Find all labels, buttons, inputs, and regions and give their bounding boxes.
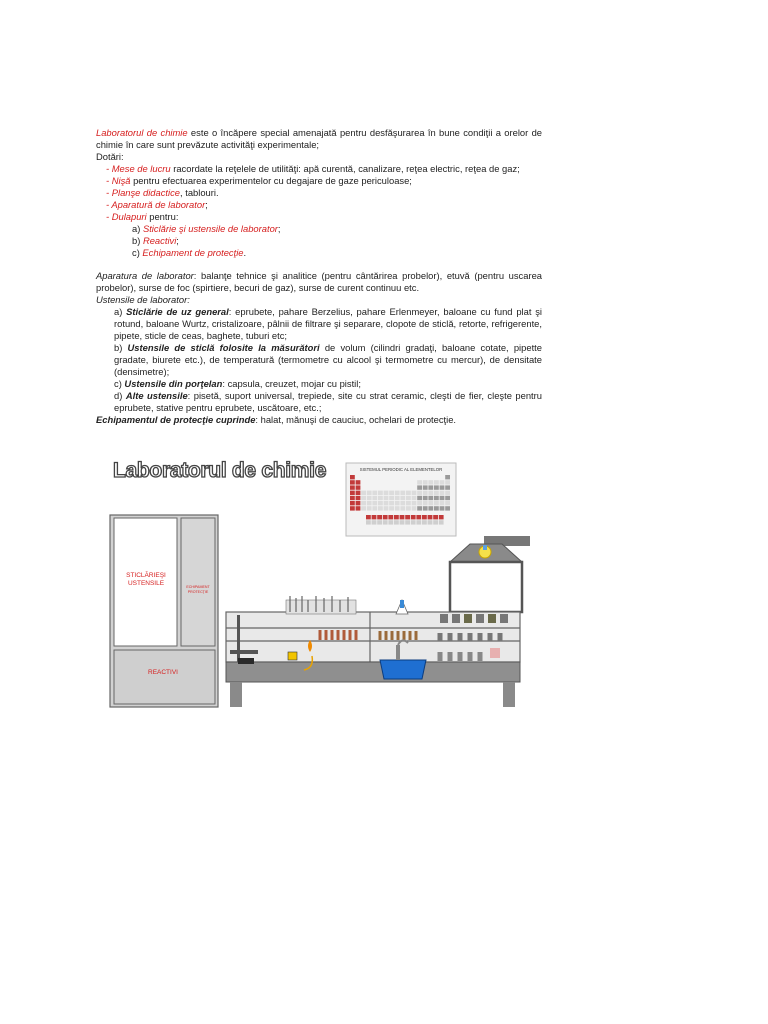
fume-hood (450, 536, 530, 612)
periodic-cell (361, 501, 366, 505)
periodic-cell (366, 520, 371, 524)
dotari-rest: pentru: (146, 211, 179, 222)
ustensile-prefix: b) (114, 342, 128, 353)
periodic-cell (423, 506, 428, 510)
periodic-cell (440, 501, 445, 505)
periodic-cell (440, 480, 445, 484)
periodic-cell (356, 506, 361, 510)
periodic-cell (378, 506, 383, 510)
periodic-cell (350, 475, 355, 479)
periodic-cell (445, 496, 450, 500)
ustensile-term: Alte ustensile (125, 390, 188, 401)
periodic-cell (377, 520, 382, 524)
periodic-cell (428, 491, 433, 495)
periodic-cell (433, 515, 438, 519)
periodic-cell (356, 496, 361, 500)
dulapuri-rest: . (243, 247, 247, 258)
periodic-cell (440, 496, 445, 500)
intro-rest: este o încăpere special amenajată pentru desfăşurarea în bune condiţii a orelor de chimie în care sunt prevăzute activităţi experimentale; (96, 127, 542, 150)
periodic-cell (406, 496, 411, 500)
periodic-cell (434, 485, 439, 489)
periodic-table-poster (346, 463, 456, 536)
periodic-cell (434, 501, 439, 505)
periodic-cell (416, 515, 421, 519)
periodic-cell (439, 515, 444, 519)
periodic-cell (440, 506, 445, 510)
dotari-rest: pentru efectuarea experimentelor cu degajare de gaze periculoase; (130, 175, 412, 186)
intro-term: Laboratorul de chimie (96, 127, 188, 138)
periodic-cell (356, 491, 361, 495)
periodic-cell (428, 501, 433, 505)
periodic-cell (372, 491, 377, 495)
periodic-cell (417, 485, 422, 489)
periodic-cell (445, 506, 450, 510)
periodic-cell (416, 520, 421, 524)
periodic-cell (400, 496, 405, 500)
periodic-cell (367, 501, 372, 505)
periodic-cell (434, 480, 439, 484)
cabinet-reactivi-label: REACTIVI (148, 669, 178, 676)
dotari-rest: racordate la reţelele de utilităţi: apă curentă, canalizare, reţea electric, reţea de gaz; (170, 163, 520, 174)
ustensile-term: Ustensile de sticlă folosite la măsurători (127, 342, 320, 353)
periodic-cell (445, 485, 450, 489)
periodic-cell (395, 506, 400, 510)
periodic-cell (445, 491, 450, 495)
periodic-cell (372, 496, 377, 500)
ustensile-rest: : pisetă, suport universal, trepiede, site cu strat ceramic, cleşti de fier, cleşte pentru eprubete, stative pentru eprubete, uscătoare, etc.; (114, 390, 542, 413)
periodic-cell (389, 496, 394, 500)
periodic-cell (378, 501, 383, 505)
periodic-table-title: SISTEMUL PERIODIC AL ELEMENTELOR (359, 467, 443, 472)
periodic-cell (428, 506, 433, 510)
periodic-cell (428, 496, 433, 500)
periodic-cell (423, 485, 428, 489)
echipament-term: Echipamentul de protecţie cuprinde (96, 414, 256, 425)
periodic-cell (356, 480, 361, 484)
periodic-cell (367, 496, 372, 500)
periodic-cell (389, 506, 394, 510)
periodic-cell (361, 496, 366, 500)
periodic-cell (406, 491, 411, 495)
periodic-cell (428, 485, 433, 489)
dotari-term: - Nişă (106, 175, 131, 186)
periodic-cell (412, 491, 417, 495)
periodic-cell (400, 520, 405, 524)
dulapuri-prefix: a) (132, 223, 143, 234)
lab-bench (226, 596, 520, 707)
periodic-cell (422, 520, 427, 524)
periodic-cell (406, 506, 411, 510)
dotari-term: - Mese de lucru (106, 163, 171, 174)
figure-title: Laboratorul de chimie (113, 459, 327, 482)
periodic-cell (411, 515, 416, 519)
periodic-cell (440, 485, 445, 489)
periodic-cell (417, 501, 422, 505)
periodic-cell (406, 501, 411, 505)
ustensile-rest: de volum (cilindri gradaţi, baloane cotate, pipette gradate, biurete etc.), de temperatură (termometre cu alcool şi termometre cu mercur), de densitate (densimetre); (114, 342, 542, 377)
periodic-cell (428, 520, 433, 524)
periodic-cell (445, 480, 450, 484)
periodic-cell (417, 496, 422, 500)
cabinet-glass-label: STICLĂRIEŞI USTENSILE (126, 572, 166, 587)
dotari-term: - Planşe didactice (106, 187, 180, 198)
ustensile-label: Ustensile de laborator: (96, 294, 190, 305)
periodic-cell (422, 515, 427, 519)
periodic-cell (389, 501, 394, 505)
periodic-cell (445, 475, 450, 479)
ustensile-rest: : eprubete, pahare Berzelius, pahare Erlenmeyer, baloane cu fund plat şi rotund, baloane Wurtz, cristalizoare, pâlnii de filtrare şi separare, clopote de sticlă, retorte, refrigerente, pipete, sticle de ceas, baghete, tuburi etc; (114, 306, 543, 341)
dulapuri-term: Sticlărie şi ustensile de laborator (142, 223, 278, 234)
periodic-cell (395, 496, 400, 500)
periodic-cell (439, 520, 444, 524)
periodic-cell (394, 520, 399, 524)
periodic-cell (434, 496, 439, 500)
periodic-cell (378, 491, 383, 495)
periodic-cell (423, 480, 428, 484)
periodic-cell (428, 480, 433, 484)
periodic-cell (384, 501, 389, 505)
periodic-cell (412, 501, 417, 505)
periodic-cell (383, 515, 388, 519)
dulapuri-rest: ; (277, 223, 281, 234)
periodic-cell (350, 501, 355, 505)
aparatura-rest: : balanţe tehnice şi analitice (pentru cântărirea probelor), etuvă (pentru uscarea probelor), surse de foc (spirtiere, becuri de gaz), surse de curent continuu etc. (96, 270, 542, 293)
periodic-cell (389, 491, 394, 495)
periodic-cell (372, 506, 377, 510)
periodic-cell (384, 496, 389, 500)
aparatura-term: Aparatura de laborator (96, 270, 194, 281)
periodic-cell (356, 485, 361, 489)
periodic-cell (405, 520, 410, 524)
periodic-cell (445, 501, 450, 505)
periodic-cell (428, 515, 433, 519)
dotari-rest: , tablouri. (180, 187, 219, 198)
periodic-cell (395, 501, 400, 505)
periodic-cell (412, 496, 417, 500)
periodic-cell (367, 491, 372, 495)
dotari-rest: ; (205, 199, 208, 210)
periodic-cell (367, 506, 372, 510)
periodic-cell (417, 480, 422, 484)
dotari-term: - Aparatură de laborator (106, 199, 206, 210)
ustensile-prefix: a) (114, 306, 127, 317)
periodic-cell (433, 520, 438, 524)
periodic-cell (394, 515, 399, 519)
periodic-cell (400, 515, 405, 519)
periodic-cell (377, 515, 382, 519)
periodic-cell (400, 491, 405, 495)
periodic-cell (372, 515, 377, 519)
periodic-cell (434, 491, 439, 495)
dulapuri-term: Reactivi (142, 235, 177, 246)
periodic-cell (423, 491, 428, 495)
dulapuri-rest: ; (176, 235, 179, 246)
dulapuri-term: Echipament de protecţie (142, 247, 244, 258)
ustensile-term: Sticlărie de uz general (126, 306, 229, 317)
periodic-cell (372, 520, 377, 524)
periodic-cell (372, 501, 377, 505)
periodic-cell (383, 520, 388, 524)
periodic-cell (417, 491, 422, 495)
periodic-cell (417, 506, 422, 510)
periodic-cell (361, 506, 366, 510)
periodic-cell (350, 485, 355, 489)
periodic-cell (384, 491, 389, 495)
dulapuri-prefix: b) (132, 235, 143, 246)
cabinet-protect-label: ECHIPAMENT PROTECŢIE (186, 585, 210, 594)
periodic-cell (366, 515, 371, 519)
dotari-term: - Dulapuri (106, 211, 147, 222)
periodic-cell (350, 496, 355, 500)
periodic-cell (356, 501, 361, 505)
periodic-cell (384, 506, 389, 510)
cabinet-left (110, 515, 218, 707)
periodic-cell (395, 491, 400, 495)
periodic-cell (440, 491, 445, 495)
dulapuri-prefix: c) (132, 247, 143, 258)
ustensile-prefix: d) (114, 390, 126, 401)
periodic-cell (423, 496, 428, 500)
periodic-cell (411, 520, 416, 524)
periodic-cell (350, 491, 355, 495)
ustensile-term: Ustensile din porţelan (124, 378, 223, 389)
periodic-cell (405, 515, 410, 519)
periodic-cell (361, 491, 366, 495)
periodic-cell (350, 506, 355, 510)
periodic-cell (350, 480, 355, 484)
echipament-rest: : halat, mănuşi de cauciuc, ochelari de protecţie. (255, 414, 457, 425)
periodic-cell (388, 515, 393, 519)
periodic-cell (400, 501, 405, 505)
periodic-cell (434, 506, 439, 510)
periodic-cell (388, 520, 393, 524)
periodic-cell (400, 506, 405, 510)
dotari-label: Dotări: (96, 151, 124, 162)
periodic-cell (423, 501, 428, 505)
periodic-cell (412, 506, 417, 510)
ustensile-prefix: c) (114, 378, 125, 389)
periodic-cell (378, 496, 383, 500)
ustensile-rest: : capsula, creuzet, mojar cu pistil; (222, 378, 361, 389)
